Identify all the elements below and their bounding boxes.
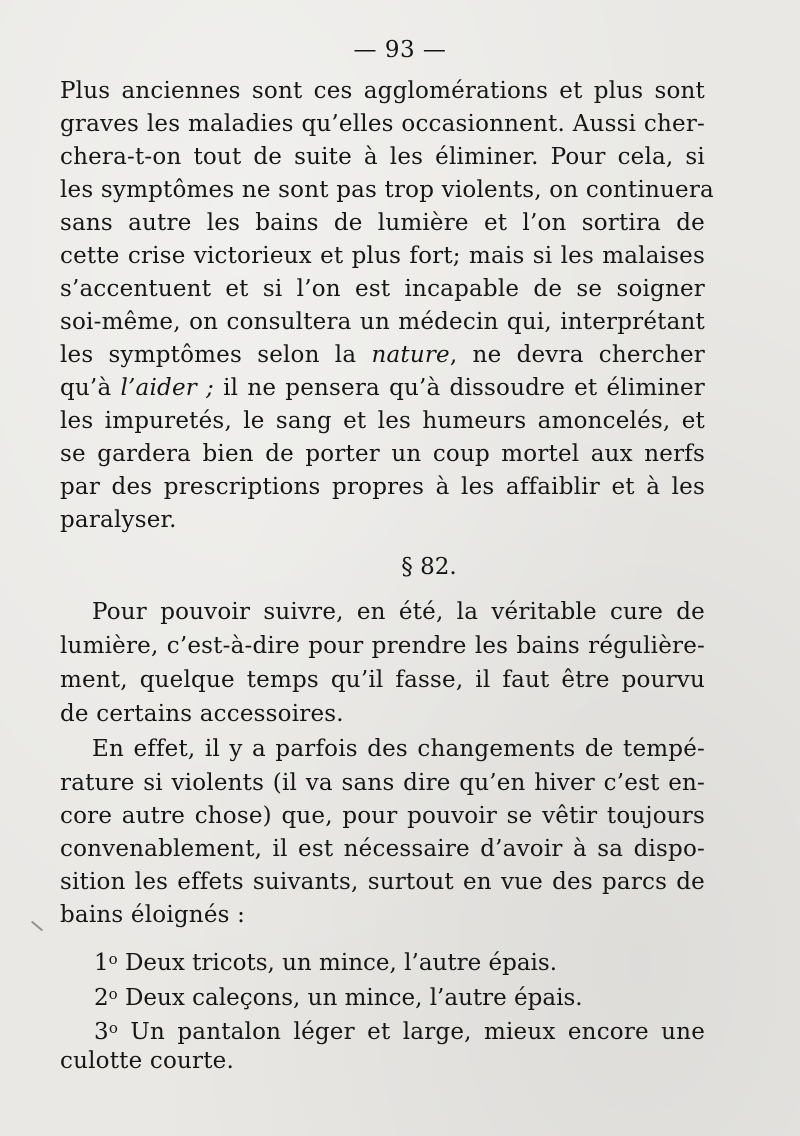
text-line: de certains accessoires.: [60, 701, 344, 727]
text-line: ment, quelque temps qu’il fasse, il faut être pourvu: [60, 667, 705, 693]
text-line: cette crise victorieux et plus fort; mais si les malaises: [60, 243, 705, 269]
list-number: 1: [94, 950, 109, 976]
text-segment: les symptômes selon la: [60, 342, 372, 368]
text-line: les symptômes ne sont pas trop violents, on continuera: [60, 177, 714, 203]
text-segment: qu’à: [60, 375, 121, 401]
text-line: s’accentuent et si l’on est incapable de se soigner: [60, 276, 705, 302]
text-line: sition les effets suivants, surtout en vue des parcs de: [60, 869, 705, 895]
text-line: graves les maladies qu’elles occasionnent. Aussi cher-: [60, 111, 705, 137]
text-line: se gardera bien de porter un coup mortel aux nerfs: [60, 441, 705, 467]
text-line: Pour pouvoir suivre, en été, la véritable cure de: [92, 599, 705, 625]
list-text: Un pantalon léger et large, mieux encore une: [130, 1019, 706, 1045]
text-line-with-italic: [60, 339, 705, 371]
text-line-with-italic: [60, 372, 705, 404]
text-line: les impuretés, le sang et les humeurs amoncelés, et: [60, 408, 705, 434]
text-line: paralyser.: [60, 507, 177, 533]
ordinal-mark: o: [108, 985, 118, 1003]
text-line: soi-même, on consultera un médecin qui, interprétant: [60, 309, 705, 335]
text-line: convenablement, il est nécessaire d’avoir à sa dispo-: [60, 836, 705, 862]
text-line: sans autre les bains de lumière et l’on sortira de: [60, 210, 705, 236]
list-item: [94, 978, 583, 1014]
text-line: par des prescriptions propres à les affaiblir et à les: [60, 474, 705, 500]
list-number: 2: [94, 985, 109, 1011]
text-line: En effet, il y a parfois des changements de tempé-: [92, 736, 705, 762]
text-segment: il ne pensera qu’à dissoudre et éliminer: [214, 375, 705, 401]
text-line: lumière, c’est-à-dire pour prendre les bains régulière-: [60, 633, 705, 659]
margin-mark: [31, 921, 43, 932]
list-text: Deux tricots, un mince, l’autre épais.: [124, 950, 558, 976]
section-heading: § 82.: [401, 554, 457, 580]
list-item: [94, 943, 557, 979]
ordinal-mark: o: [108, 1019, 119, 1037]
page-number-header: — 93 —: [353, 37, 447, 63]
text-line: bains éloignés :: [60, 902, 246, 928]
text-line: core autre chose) que, pour pouvoir se vêtir toujours: [60, 803, 705, 829]
list-item: [94, 1012, 705, 1044]
list-text: Deux caleçons, un mince, l’autre épais.: [124, 985, 583, 1011]
text-line: culotte courte.: [60, 1048, 235, 1074]
italic-word: nature: [371, 342, 450, 368]
list-number: 3: [94, 1019, 109, 1045]
text-line: Plus anciennes sont ces agglomérations et plus sont: [60, 78, 705, 104]
text-line: rature si violents (il va sans dire qu’en hiver c’est en-: [60, 770, 705, 796]
italic-word: l’aider ;: [120, 375, 215, 401]
text-segment: , ne devra chercher: [449, 342, 705, 368]
ordinal-mark: o: [108, 950, 118, 968]
text-line: chera-t-on tout de suite à les éliminer. Pour cela, si: [60, 144, 705, 170]
